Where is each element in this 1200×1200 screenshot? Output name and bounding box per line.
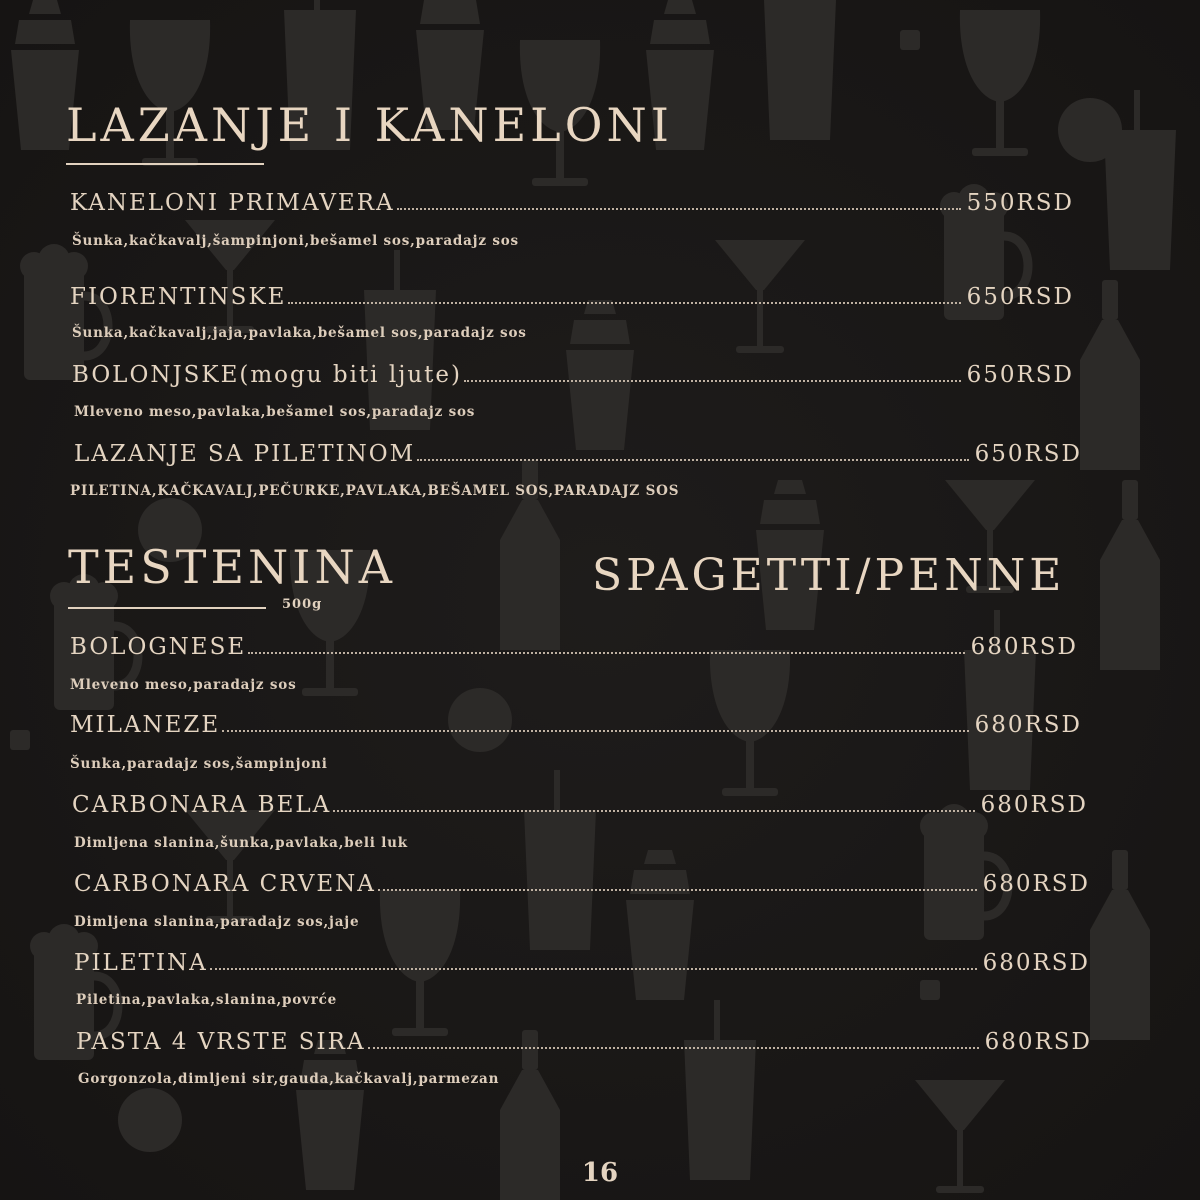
item-price: 680RSD (980, 792, 1088, 818)
leader-dots (397, 208, 961, 210)
item-name: BOLOGNESE (70, 634, 247, 660)
item-description: Šunka,kačkavalj,šampinjoni,bešamel sos,paradajz sos (72, 233, 519, 249)
item-name: MILANEZE (70, 712, 221, 738)
item-price: 650RSD (966, 362, 1074, 388)
leader-dots (248, 652, 964, 654)
item-price: 680RSD (974, 712, 1082, 738)
portion-weight: 500g (282, 597, 323, 612)
item-name: BOLONJSKE(mogu biti ljute) (72, 362, 462, 388)
page-number: 16 (581, 1158, 619, 1188)
leader-dots (333, 810, 974, 812)
menu-item (74, 437, 1082, 473)
menu-item (76, 1025, 1092, 1061)
leader-dots (210, 968, 977, 970)
section-title-testenina: TESTENINA (68, 540, 396, 594)
menu-item (70, 708, 1082, 744)
section-subtitle-spagetti-penne: SPAGETTI/PENNE (592, 550, 1066, 601)
leader-dots (378, 889, 977, 891)
item-name: CARBONARA CRVENA (74, 871, 376, 897)
menu-item (74, 867, 1090, 903)
item-description: Gorgonzola,dimljeni sir,gauda,kačkavalj,parmezan (78, 1071, 500, 1087)
item-price: 680RSD (982, 871, 1090, 897)
item-description: Šunka,paradajz sos,šampinjoni (70, 756, 328, 772)
menu-item (72, 358, 1074, 394)
item-description: Dimljena slanina,šunka,pavlaka,beli luk (74, 835, 408, 851)
section-title-underline (66, 163, 264, 165)
item-price: 680RSD (982, 950, 1090, 976)
menu-item (70, 186, 1074, 222)
item-name: LAZANJE SA PILETINOM (74, 441, 416, 467)
item-description: Dimljena slanina,paradajz sos,jaje (74, 914, 360, 930)
item-price: 680RSD (970, 634, 1078, 660)
item-description: PILETINA,KAČKAVALJ,PEČURKE,PAVLAKA,BEŠAMEL SOS,PARADAJZ SOS (70, 483, 680, 499)
menu-item (70, 280, 1074, 316)
section-title-underline (68, 607, 266, 609)
item-name: CARBONARA BELA (72, 792, 332, 818)
item-price: 650RSD (966, 284, 1074, 310)
section-title-lazanje: LAZANJE I KANELONI (66, 98, 673, 152)
item-name: PILETINA (74, 950, 208, 976)
leader-dots (288, 302, 960, 304)
leader-dots (464, 380, 961, 382)
menu-item (70, 630, 1078, 666)
item-description: Mleveno meso,paradajz sos (70, 677, 297, 693)
item-name: PASTA 4 VRSTE SIRA (76, 1029, 366, 1055)
item-name: FIORENTINSKE (70, 284, 287, 310)
item-price: 650RSD (974, 441, 1082, 467)
menu-item (74, 946, 1090, 982)
leader-dots (222, 730, 968, 732)
leader-dots (368, 1047, 979, 1049)
leader-dots (417, 459, 968, 461)
item-name: KANELONI PRIMAVERA (70, 190, 395, 216)
item-price: 680RSD (984, 1029, 1092, 1055)
item-price: 550RSD (966, 190, 1074, 216)
item-description: Mleveno meso,pavlaka,bešamel sos,paradajz sos (74, 404, 476, 420)
menu-item (72, 788, 1088, 824)
item-description: Šunka,kačkavalj,jaja,pavlaka,bešamel sos,paradajz sos (72, 325, 527, 341)
item-description: Piletina,pavlaka,slanina,povrće (76, 992, 338, 1008)
